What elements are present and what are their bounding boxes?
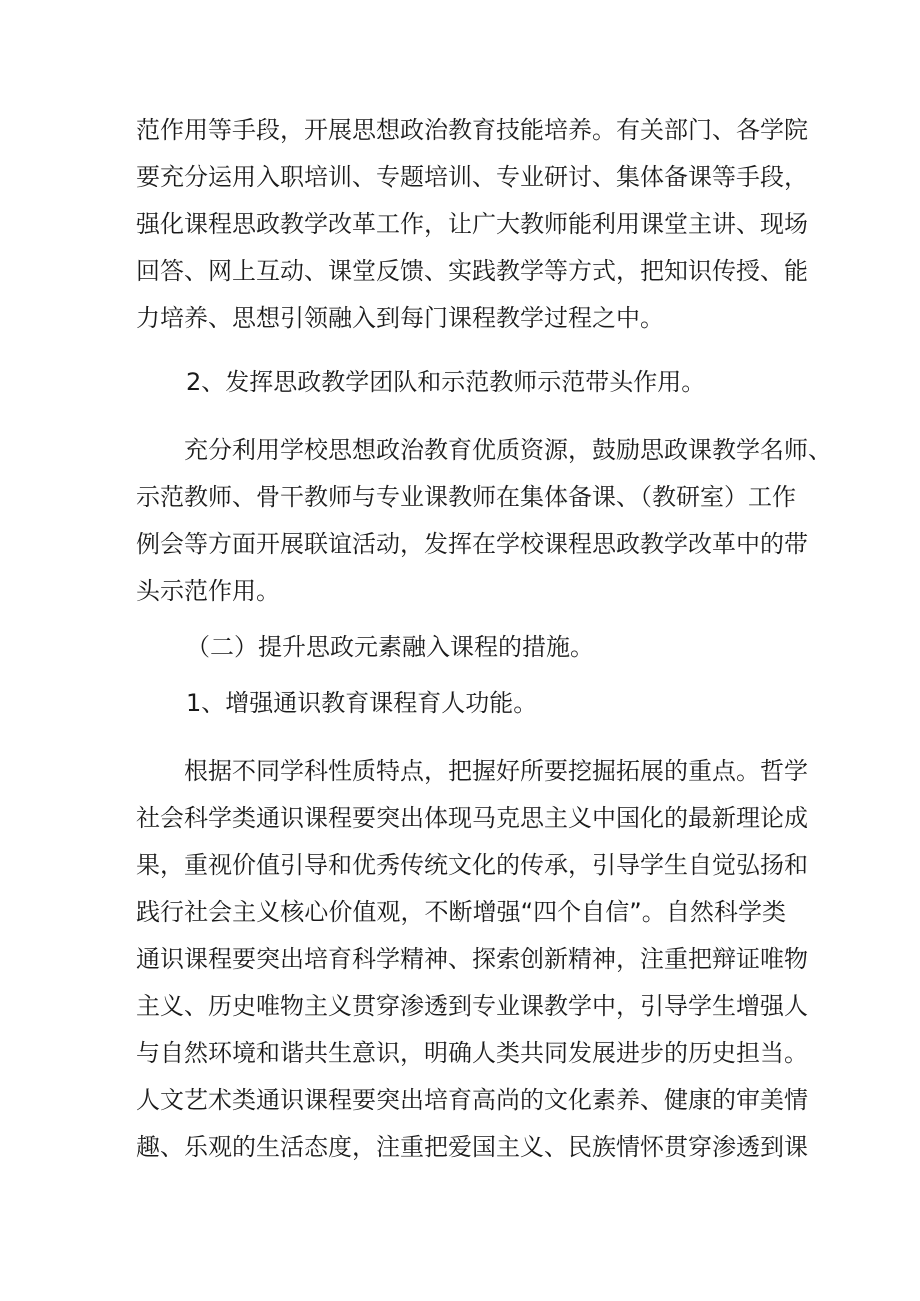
paragraph-2-line: 例会等方面开展联谊活动，发挥在学校课程思政教学改革中的带 <box>136 530 808 558</box>
paragraph-1-line: 要充分运用入职培训、专题培训、专业研讨、集体备课等手段， <box>136 163 808 191</box>
paragraph-2-line: 头示范作用。 <box>136 577 280 605</box>
paragraph-3-line: 社会科学类通识课程要突出体现马克思主义中国化的最新理论成 <box>136 804 808 832</box>
paragraph-2 <box>136 427 832 615</box>
paragraph-3-line: 根据不同学科性质特点，把握好所要挖掘拓展的重点。哲学 <box>184 757 808 785</box>
paragraph-3-line: 践行社会主义核心价值观，不断增强“四个自信”。自然科学类 <box>136 898 786 926</box>
section-heading-2: （二）提升思政元素融入课程的措施。 <box>186 633 594 661</box>
paragraph-1 <box>136 107 808 342</box>
paragraph-3-line: 果，重视价值引导和优秀传统文化的传承，引导学生自觉弘扬和 <box>136 851 808 879</box>
paragraph-1-line: 强化课程思政教学改革工作，让广大教师能利用课堂主讲、现场 <box>136 210 808 238</box>
heading-item-2: 2、发挥思政教学团队和示范教师示范带头作用。 <box>186 368 706 396</box>
heading-item-1: 1、增强通识教育课程育人功能。 <box>186 689 538 717</box>
paragraph-3-line: 通识课程要突出培育科学精神、探索创新精神，注重把辩证唯物 <box>136 945 808 973</box>
paragraph-3-line: 人文艺术类通识课程要突出培育高尚的文化素养、健康的审美情 <box>136 1086 808 1114</box>
paragraph-3 <box>136 748 808 1171</box>
paragraph-1-line: 力培养、思想引领融入到每门课程教学过程之中。 <box>136 304 664 332</box>
paragraph-3-line: 与自然环境和谐共生意识，明确人类共同发展进步的历史担当。 <box>136 1039 808 1067</box>
paragraph-2-line: 示范教师、骨干教师与专业课教师在集体备课、（教研室）工作 <box>136 483 796 511</box>
paragraph-1-line: 回答、网上互动、课堂反馈、实践教学等方式，把知识传授、能 <box>136 257 808 285</box>
paragraph-1-line: 范作用等手段，开展思想政治教育技能培养。有关部门、各学院 <box>136 116 808 144</box>
paragraph-3-line: 趣、乐观的生活态度，注重把爱国主义、民族情怀贯穿渗透到课 <box>136 1133 808 1161</box>
paragraph-3-line: 主义、历史唯物主义贯穿渗透到专业课教学中，引导学生增强人 <box>136 992 808 1020</box>
paragraph-2-line: 充分利用学校思想政治教育优质资源，鼓励思政课教学名师、 <box>184 436 832 464</box>
